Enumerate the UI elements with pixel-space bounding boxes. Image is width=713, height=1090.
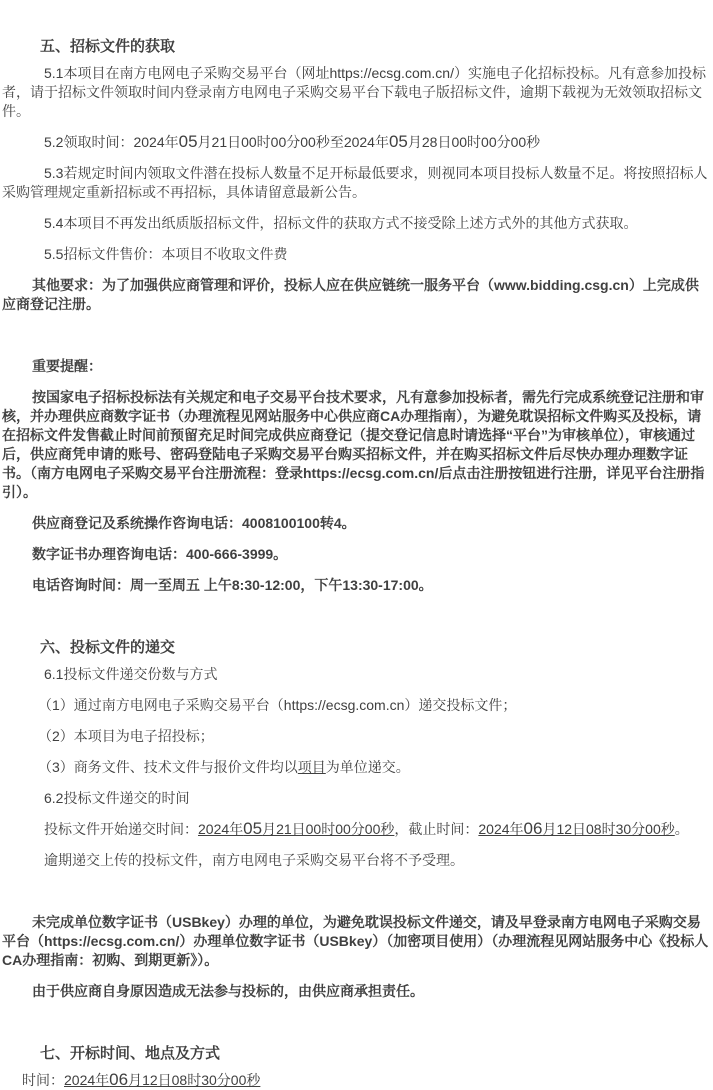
underlined-text: 项目 bbox=[297, 759, 326, 775]
paragraph bbox=[2, 851, 711, 870]
text-run: ，截止时间： bbox=[394, 821, 479, 837]
text-run: 五、招标文件的获取 bbox=[40, 38, 176, 55]
bold-paragraph bbox=[2, 913, 711, 970]
list-item-paragraph bbox=[2, 696, 711, 715]
underlined-text: 月12日08时30分00秒 bbox=[542, 821, 675, 837]
paragraph bbox=[2, 164, 711, 202]
text-run: 5.3若规定时间内领取文件潜在投标人数量不足开标最低要求，则视同本项目投标人数量不足。将按照招标人采购管理规定重新招标或不再招标，具体请留意最新公告。 bbox=[2, 165, 708, 200]
text-run: 月28日00时00分00秒 bbox=[407, 134, 541, 150]
text-run: 重要提醒： bbox=[32, 358, 102, 374]
text-run: 逾期递交上传的投标文件，南方电网电子采购交易平台将不予受理。 bbox=[44, 852, 464, 868]
text-run: 按国家电子招标投标法有关规定和电子交易平台技术要求，凡有意参加投标者，需先行完成系统登记注册和审核，并办理供应商数字证书（办理流程见网站服务中心供应商CA办理指南），为避免耽误招标文件购买及投标，请在招标文件发售截止时间前预留充足时间完成供应商登记（提交登记信息时请选择“平台”为审核单位），审核通过后，供应商凭申请的账号、密码登陆电子采购交易平台购买招标文件，并在购买招标文件后尽快办理办理数字证书。（南方电网电子采购交易平台注册流程：登录https://ecsg.com.cn/后点击注册按钮进行注册，详见平台注册指引）。 bbox=[2, 389, 705, 500]
blank-line bbox=[2, 607, 711, 638]
text-run: 电话咨询时间：周一至周五 上午8:30-12:00，下午13:30-17:00。 bbox=[32, 577, 433, 593]
text-run: 未完成单位数字证书（USBkey）办理的单位，为避免耽误投标文件递交，请及早登录南方电网电子采购交易平台（https://ecsg.com.cn/）办理单位数字证书（USBkey）（加密项目使用）（办理流程见网站服务中心《投标人CA办理指南：初购、到期更新》）。 bbox=[2, 914, 709, 968]
text-run: 其他要求：为了加强供应商管理和评价，投标人应在供应链统一服务平台（www.bidding.csg.cn）上完成供应商登记注册。 bbox=[2, 277, 699, 312]
bid-opening-time bbox=[2, 1071, 711, 1090]
text-run: 5.5招标文件售价：本项目不收取文件费 bbox=[44, 246, 288, 262]
text-run: 供应商登记及系统操作咨询电话：4008100100转4。 bbox=[32, 515, 356, 531]
large-digits: 06 bbox=[109, 1070, 129, 1089]
text-run: 5.1本项目在南方电网电子采购交易平台（网址https://ecsg.com.cn/）实施电子化招标投标。凡有意参加投标者，请于招标文件领取时间内登录南方电网电子采购交易平台下载电子版招标文件，逾期下载视为无效领取招标文件。 bbox=[2, 65, 706, 119]
paragraph bbox=[2, 64, 711, 121]
section-heading bbox=[2, 638, 711, 657]
bold-paragraph bbox=[2, 388, 711, 502]
blank-line bbox=[2, 882, 711, 913]
underlined-text: 2024年 bbox=[198, 821, 244, 837]
paragraph bbox=[2, 245, 711, 264]
list-item-paragraph bbox=[2, 727, 711, 746]
bold-paragraph bbox=[2, 276, 711, 314]
text-run: 为单位递交。 bbox=[325, 759, 410, 775]
underlined-text: 月21日00时00分00秒 bbox=[262, 821, 395, 837]
bold-paragraph bbox=[2, 357, 711, 376]
paragraph bbox=[2, 789, 711, 808]
text-run: 时间： bbox=[22, 1072, 64, 1088]
text-run: 6.1投标文件递交份数与方式 bbox=[44, 666, 218, 682]
bold-paragraph bbox=[2, 545, 711, 564]
text-run: 。 bbox=[674, 821, 689, 837]
underlined-text bbox=[243, 821, 262, 837]
large-digits: 05 bbox=[388, 132, 408, 151]
paragraph bbox=[2, 665, 711, 684]
text-run: 5.4本项目不再发出纸质版招标文件，招标文件的获取方式不接受除上述方式外的其他方式获取。 bbox=[44, 215, 638, 231]
text-run: （2）本项目为电子招投标； bbox=[38, 728, 214, 744]
text-run: 六、投标文件的递交 bbox=[40, 639, 176, 656]
underlined-text: 2024年 bbox=[64, 1072, 110, 1088]
text-run: 七、开标时间、地点及方式 bbox=[40, 1045, 221, 1062]
underlined-text: 月12日08时30分00秒 bbox=[128, 1072, 261, 1088]
text-run: 5.2领取时间：2024年 bbox=[44, 134, 179, 150]
bold-paragraph bbox=[2, 514, 711, 533]
document-body bbox=[2, 37, 711, 1090]
underlined-text bbox=[524, 821, 543, 837]
text-run: 6.2投标文件递交的时间 bbox=[44, 790, 190, 806]
text-run: （1）通过南方电网电子采购交易平台（https://ecsg.com.cn）递交投标文件； bbox=[38, 697, 517, 713]
paragraph bbox=[2, 133, 711, 152]
bold-paragraph bbox=[2, 576, 711, 595]
text-run: 投标文件开始递交时间： bbox=[44, 821, 198, 837]
section-heading bbox=[2, 1044, 711, 1063]
text-run: 数字证书办理咨询电话：400-666-3999。 bbox=[32, 546, 288, 562]
paragraph bbox=[2, 214, 711, 233]
blank-line bbox=[2, 326, 711, 357]
underlined-text: 2024年 bbox=[478, 821, 524, 837]
large-digits: 06 bbox=[523, 819, 543, 838]
underlined-text bbox=[109, 1072, 128, 1088]
large-digits: 05 bbox=[243, 819, 263, 838]
list-item-paragraph bbox=[2, 758, 711, 777]
text-run: （3）商务文件、技术文件与报价文件均以 bbox=[38, 759, 298, 775]
paragraph bbox=[2, 820, 711, 839]
text-run: 由于供应商自身原因造成无法参与投标的，由供应商承担责任。 bbox=[32, 983, 424, 999]
text-run: 月21日00时00分00秒至2024年 bbox=[197, 134, 389, 150]
blank-line bbox=[2, 1013, 711, 1044]
bold-paragraph bbox=[2, 982, 711, 1001]
large-digits: 05 bbox=[178, 132, 198, 151]
section-heading bbox=[2, 37, 711, 56]
